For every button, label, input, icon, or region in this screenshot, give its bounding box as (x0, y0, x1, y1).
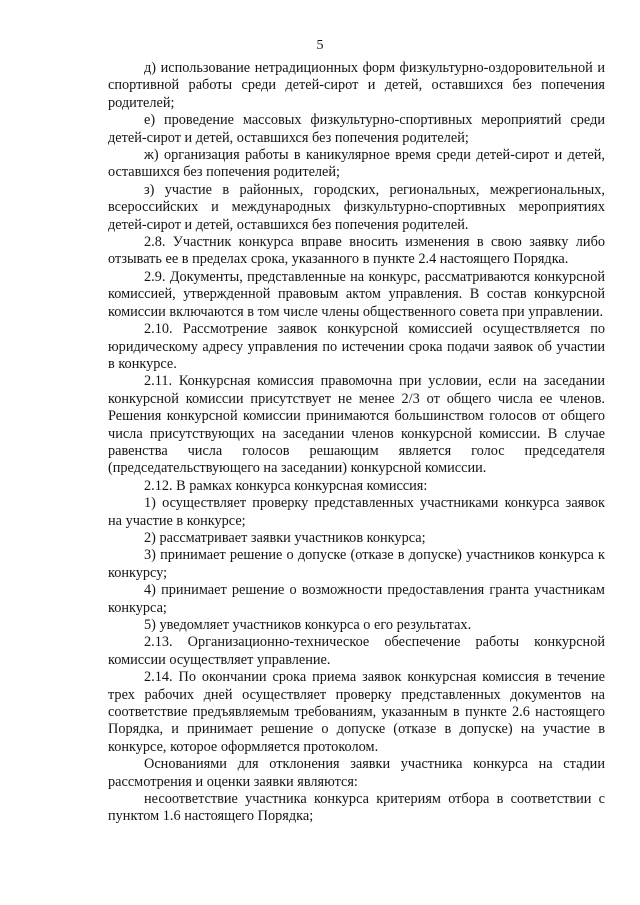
paragraph-e-mass-events: е) проведение массовых физкультурно-спортивных мероприятий среди детей-сирот и детей, оставшихся без попечения родителей; (108, 112, 605, 146)
paragraph-2-10: 2.10. Рассмотрение заявок конкурсной комиссией осуществляется по юридическому адресу управления по истечении срока подачи заявок об участии в конкурсе. (108, 321, 605, 372)
paragraph-rejection-grounds: Основаниями для отклонения заявки участника конкурса на стадии рассмотрения и оценки заявки являются: (108, 756, 605, 790)
paragraph-2-9: 2.9. Документы, представленные на конкурс, рассматриваются конкурсной комиссией, утвержденной правовым актом управления. В состав конкурсной комиссии включаются в том числе члены общественного совета при управлении. (108, 268, 605, 320)
document-body (108, 60, 605, 826)
paragraph-2-14: 2.14. По окончании срока приема заявок конкурсная комиссия в течение трех рабочих дней осуществляет проверку представленных документов на соответствие предъявляемым требованиям, указанным в пункте 2.6 настоящего Порядка, и принимает решение о допуске (отказе в допуске) на участие в конкурсе, которое оформляется протоколом. (108, 669, 605, 755)
paragraph-d-nontraditional-forms: д) использование нетрадиционных форм физкультурно-оздоровительной и спортивной работы среди детей-сирот и детей, оставшихся без попечения родителей; (108, 60, 605, 111)
paragraph-criteria-mismatch: несоответствие участника конкурса критериям отбора в соответствии с пунктом 1.6 настоящего Порядка; (108, 791, 605, 825)
paragraph-2-11: 2.11. Конкурсная комиссия правомочна при условии, если на заседании конкурсной комиссии присутствует не менее 2/3 от общего числа ее членов. Решения конкурсной комиссии принимаются большинством голосов от общего числа присутствующих на заседании членов конкурсной комиссии. В случае равенства числа голосов решающим является голос председателя (председательствующего на заседании) конкурсной комиссии. (108, 373, 605, 477)
list-item-3-admission: 3) принимает решение о допуске (отказе в допуске) участников конкурса к конкурсу; (108, 547, 605, 581)
list-item-4-grant: 4) принимает решение о возможности предоставления гранта участникам конкурса; (108, 582, 605, 616)
list-item-2-review: 2) рассматривает заявки участников конкурса; (144, 529, 426, 546)
paragraph-2-8: 2.8. Участник конкурса вправе вносить изменения в свою заявку либо отзывать ее в пределах срока, указанного в пункте 2.4 настоящего Порядка. (108, 234, 605, 268)
page-number: 5 (316, 38, 324, 53)
paragraph-2-13: 2.13. Организационно-техническое обеспечение работы конкурсной комиссии осуществляет управление. (108, 634, 605, 668)
list-item-1-verification: 1) осуществляет проверку представленных участниками конкурса заявок на участие в конкурсе; (108, 495, 605, 529)
paragraph-z-participation: з) участие в районных, городских, региональных, межрегиональных, всероссийских и международных физкультурно-спортивных мероприятиях детей-сирот и детей, оставшихся без попечения родителей. (108, 181, 605, 233)
paragraph-zh-holiday-work: ж) организация работы в каникулярное время среди детей-сирот и детей, оставшихся без попечения родителей; (108, 147, 605, 181)
paragraph-2-12: 2.12. В рамках конкурса конкурсная комиссия: (144, 477, 428, 494)
list-item-5-notification: 5) уведомляет участников конкурса о его результатах. (144, 617, 472, 633)
